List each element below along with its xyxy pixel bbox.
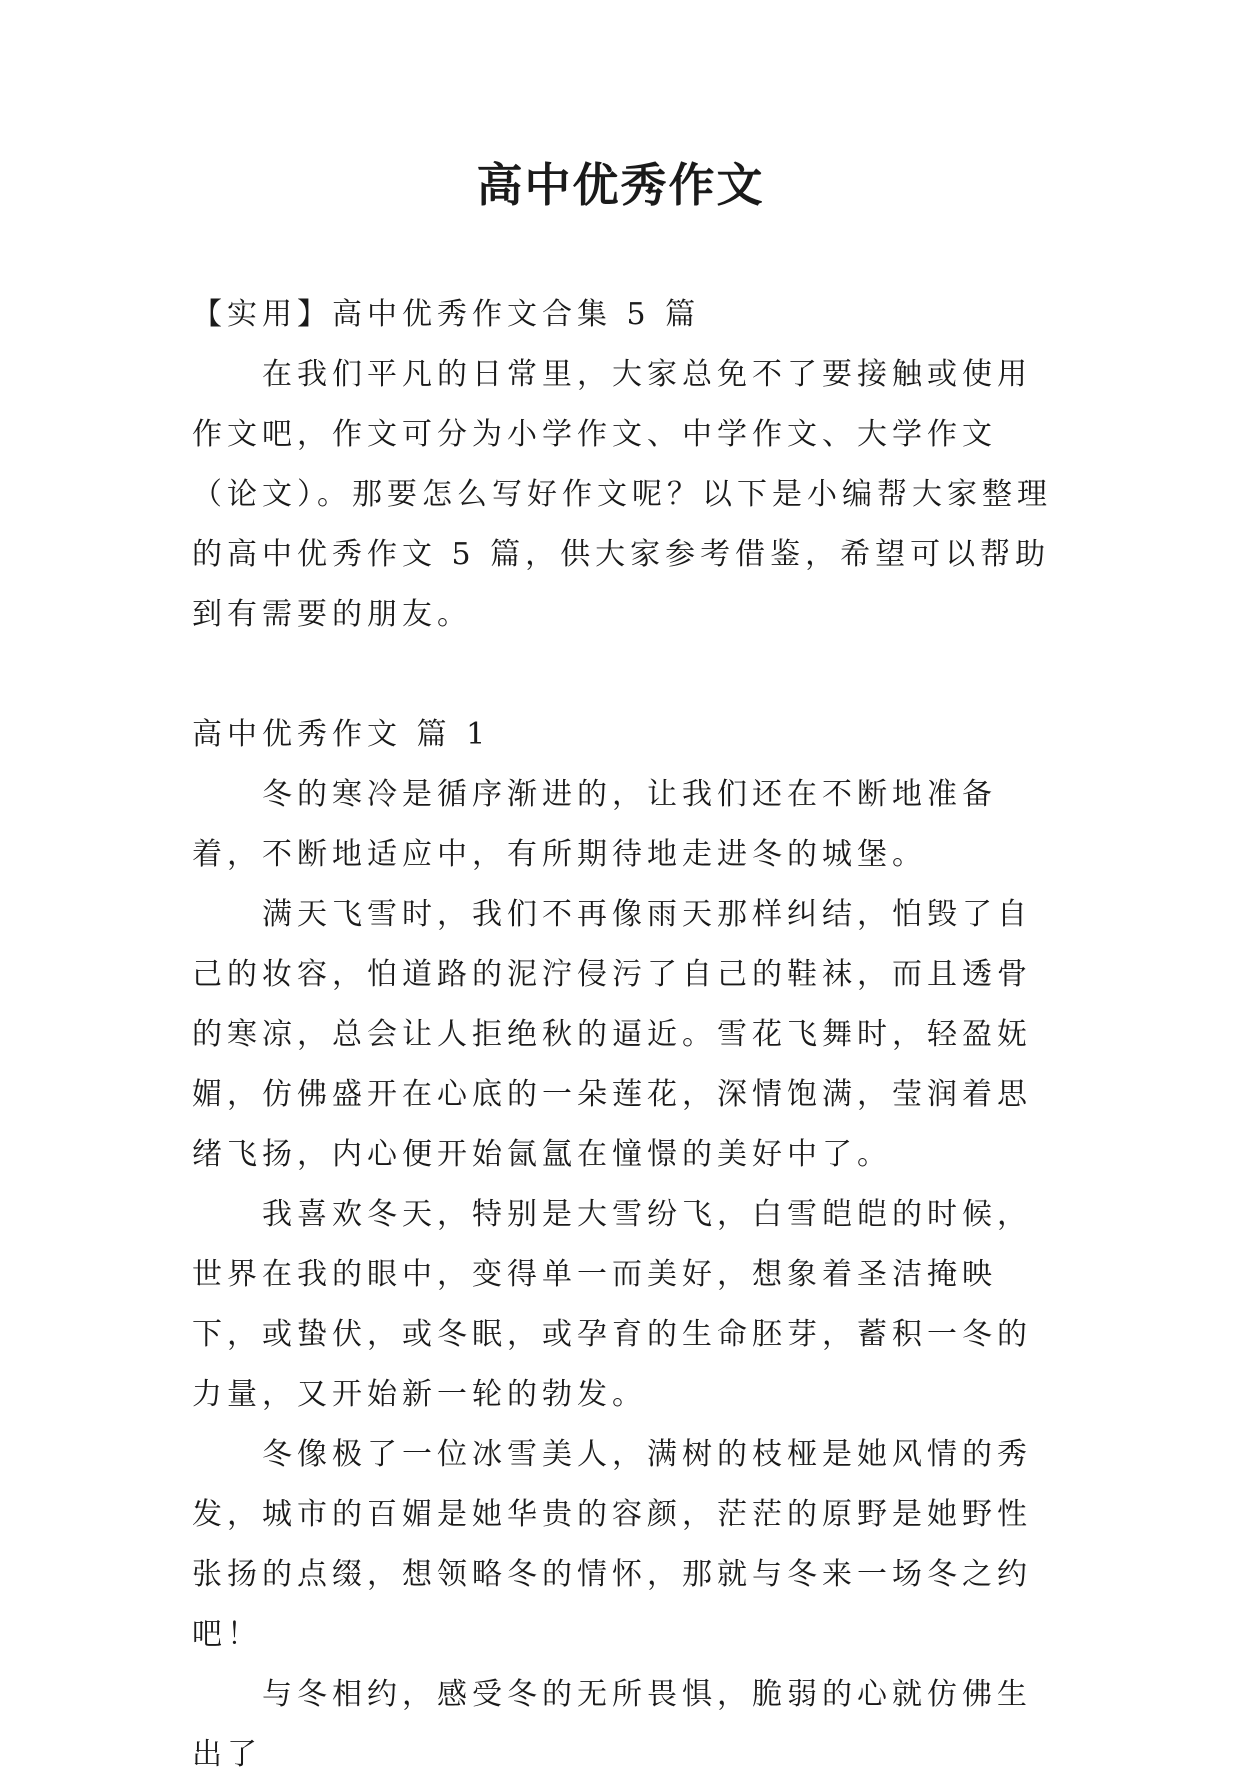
document-subtitle: 【实用】高中优秀作文合集 5 篇 bbox=[192, 297, 701, 332]
body-paragraph: 与冬相约，感受冬的无所畏惧，脆弱的心就仿佛生出了 bbox=[192, 1677, 1032, 1772]
body-paragraph: 冬的寒冷是循序渐进的，让我们还在不断地准备着，不断地适应中，有所期待地走进冬的城堡。 bbox=[192, 777, 997, 872]
body-paragraph: 满天飞雪时，我们不再像雨天那样纠结，怕毁了自己的妆容，怕道路的泥泞侵污了自己的鞋袜，而且透骨的寒凉，总会让人拒绝秋的逼近。雪花飞舞时，轻盈妩媚，仿佛盛开在心底的一朵莲花，深情饱满，莹润着思绪飞扬，内心便开始氤氲在憧憬的美好中了。 bbox=[192, 897, 1032, 1172]
body-paragraph: 冬像极了一位冰雪美人，满树的枝桠是她风情的秀发，城市的百媚是她华贵的容颜，茫茫的原野是她野性张扬的点缀，想领略冬的情怀，那就与冬来一场冬之约吧！ bbox=[192, 1437, 1032, 1652]
intro-paragraph: 在我们平凡的日常里，大家总免不了要接触或使用作文吧，作文可分为小学作文、中学作文、大学作文（论文）。那要怎么写好作文呢？以下是小编帮大家整理的高中优秀作文 5 篇，供大家参考借鉴，希望可以帮助到有需要的朋友。 bbox=[192, 357, 1052, 632]
document-title: 高中优秀作文 bbox=[476, 158, 765, 212]
section-heading: 高中优秀作文 篇 1 bbox=[192, 717, 491, 752]
document-body bbox=[192, 285, 1062, 1785]
body-paragraph: 我喜欢冬天，特别是大雪纷飞，白雪皑皑的时候，世界在我的眼中，变得单一而美好，想象着圣洁掩映下，或蛰伏，或冬眠，或孕育的生命胚芽，蓄积一冬的力量，又开始新一轮的勃发。 bbox=[192, 1197, 1032, 1412]
